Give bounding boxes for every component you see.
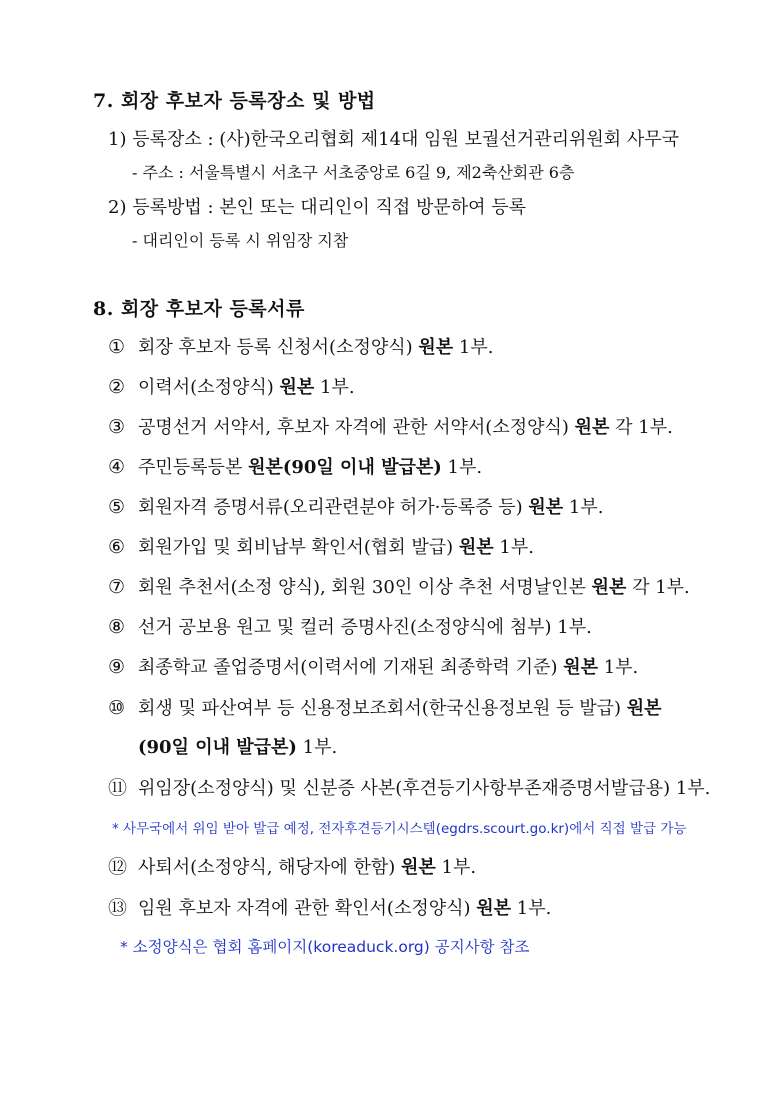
- item-bold: 원본(90일 이내 발급본): [248, 457, 442, 478]
- item-text: 최종학교 졸업증명서(이력서에 기재된 최종학력 기준): [138, 657, 564, 678]
- item-number: ⑨: [108, 656, 126, 678]
- item-number: ⑥: [108, 536, 126, 558]
- item-bold: 원본: [476, 898, 512, 919]
- item-text: 이력서(소정양식): [138, 377, 280, 398]
- item-tail: 1부.: [296, 737, 338, 758]
- item-number: ①: [108, 336, 126, 358]
- item-number: ⑧: [108, 616, 126, 638]
- section-7-title: 7. 회장 후보자 등록장소 및 방법: [93, 90, 376, 112]
- doc-item-9: [108, 658, 638, 677]
- item-number: ⑬: [108, 897, 128, 919]
- doc-item-12: [108, 858, 476, 877]
- item-text: 공명선거 서약서, 후보자 자격에 관한 서약서(소정양식): [138, 417, 575, 438]
- item-tail: 1부.: [435, 857, 477, 878]
- doc-item-2: [108, 378, 355, 397]
- item-text: 회생 및 파산여부 등 신용정보조회서(한국신용정보원 등 발급): [138, 698, 627, 719]
- item-bold: 원본: [528, 497, 564, 518]
- item-number: ⑦: [108, 576, 126, 598]
- doc-item-1: [108, 338, 493, 357]
- doc-item-8: [108, 618, 592, 637]
- doc-item-10-continuation: [138, 739, 337, 757]
- registration-place: 1) 등록장소 : (사)한국오리협회 제14대 임원 보궐선거관리위원회 사무국: [108, 129, 680, 150]
- item-tail: 1부.: [493, 537, 534, 558]
- item-bold: 원본: [563, 657, 598, 678]
- note-item-11: * 사무국에서 위임 받아 발급 예정, 전자후견등기시스템(egdrs.scourt.go.kr)에서 직접 발급 가능: [112, 821, 687, 837]
- item-text: 선거 공보용 원고 및 컬러 증명사진(소정양식에 첨부) 1부.: [138, 617, 592, 638]
- item-tail: 각 1부.: [609, 417, 673, 438]
- item-number: ⑤: [108, 496, 126, 518]
- item-text: 회원자격 증명서류(오리관련분야 허가·등록증 등): [138, 497, 529, 518]
- proxy-note: - 대리인이 등록 시 위임장 지참: [132, 231, 349, 250]
- item-text: 사퇴서(소정양식, 해당자에 한함): [138, 857, 401, 878]
- item-number: ②: [108, 376, 126, 398]
- doc-item-5: [108, 498, 604, 517]
- item-text: 주민등록등본: [138, 457, 249, 478]
- item-number: ⑪: [108, 777, 128, 799]
- registration-method: 2) 등록방법 : 본인 또는 대리인이 직접 방문하여 등록: [108, 197, 527, 218]
- item-tail: 1부.: [597, 657, 639, 678]
- item-bold: (90일 이내 발급본): [138, 737, 297, 758]
- section-8-title: 8. 회장 후보자 등록서류: [93, 298, 305, 320]
- doc-item-7: [108, 578, 690, 597]
- item-bold: 원본: [279, 377, 315, 398]
- item-number: ⑩: [108, 697, 126, 719]
- item-number: ⑫: [108, 856, 128, 878]
- doc-item-11: [108, 779, 710, 798]
- item-bold: 원본: [458, 537, 494, 558]
- item-text: 위임장(소정양식) 및 신분증 사본(후견등기사항부존재증명서발급용) 1부.: [138, 778, 711, 799]
- item-bold: 원본: [418, 337, 454, 358]
- item-tail: 1부.: [563, 497, 604, 518]
- item-text: 회원가입 및 회비납부 확인서(협회 발급): [138, 537, 459, 558]
- item-bold: 원본: [626, 698, 662, 719]
- doc-item-10: [108, 699, 662, 718]
- item-tail: 1부.: [453, 337, 494, 358]
- item-text: 회원 추천서(소정 양식), 회원 30인 이상 추천 서명날인본: [138, 577, 592, 598]
- doc-item-6: [108, 538, 534, 557]
- doc-item-13: [108, 899, 551, 918]
- item-bold: 원본: [591, 577, 627, 598]
- item-tail: 1부.: [314, 377, 355, 398]
- item-tail: 1부.: [511, 898, 552, 919]
- doc-item-4: [108, 458, 482, 477]
- item-bold: 원본: [574, 417, 610, 438]
- item-text: 회장 후보자 등록 신청서(소정양식): [138, 337, 419, 358]
- note-forms: * 소정양식은 협회 홈페이지(koreaduck.org) 공지사항 참조: [120, 938, 530, 956]
- doc-item-3: [108, 418, 673, 437]
- item-tail: 1부.: [441, 457, 483, 478]
- registration-address: - 주소 : 서울특별시 서초구 서초중앙로 6길 9, 제2축산회관 6층: [132, 163, 575, 182]
- item-bold: 원본: [400, 857, 436, 878]
- item-tail: 각 1부.: [626, 577, 690, 598]
- item-number: ④: [108, 456, 126, 478]
- item-text: 임원 후보자 자격에 관한 확인서(소정양식): [138, 898, 477, 919]
- item-number: ③: [108, 416, 126, 438]
